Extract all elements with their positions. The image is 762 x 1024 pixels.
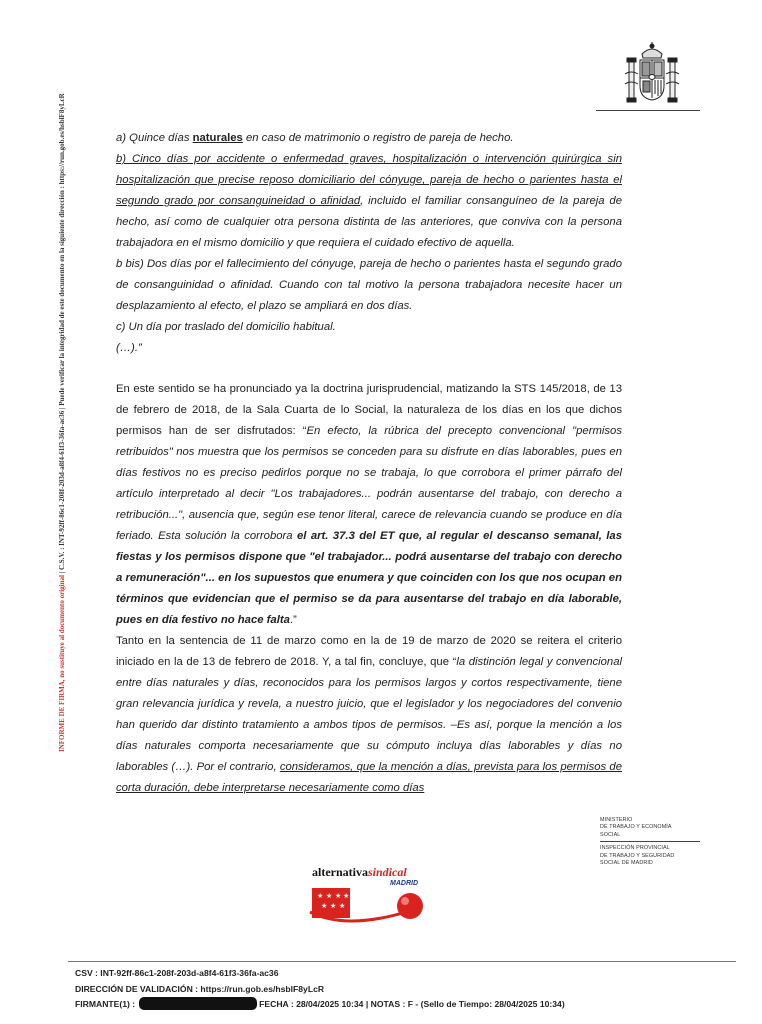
side-note-black: | C.S.V. : INT-92ff-86c1-208f-203d-a8f4-61f3-36fa-ac36 | Puede verificar la integridad de este documento en la siguiente dirección : https://run.gob.es/hsblF8yLcR	[58, 93, 66, 576]
coat-of-arms-icon	[622, 40, 682, 108]
paragraph-b-bis: b bis) Dos días por el fallecimiento del cónyuge, pareja de hecho o parientes hasta el segundo grado de consanguinidad o afinidad. Cuando con tal motivo la persona trabajadora necesite hacer un desplazamiento al efecto, el plazo se ampliará en dos días.	[116, 258, 622, 312]
paragraph-b: b) Cinco días por accidente o enfermedad graves, hospitalización o intervención quirúrgica sin hospitalización que precise reposo domiciliario del cónyuge, pareja de hecho o parientes hasta el segundo grado por consanguineidad o afinidad, incluido el familiar consanguíneo de la pareja de hecho, así como de cualquier otra persona distinta de las anteriores, que conviva con la persona trabajadora en el mismo domicilio y que requiera el cuidado efectivo de aquella.	[116, 153, 622, 249]
paragraph-ellipsis: (…).”	[116, 342, 142, 354]
logo-sub: MADRID	[390, 880, 418, 887]
footer-signer: FIRMANTE(1) : FECHA : 28/04/2025 10:34 | NOTAS : F - (Sello de Tiempo: 28/04/2025 10:34)	[75, 999, 565, 1009]
logo-word-black: alternativa	[312, 865, 368, 879]
svg-text:★: ★	[330, 903, 337, 910]
svg-text:★: ★	[317, 893, 324, 900]
paragraph-doctrine: En este sentido se ha pronunciado ya la doctrina jurisprudencial, matizando la STS 145/2018, de 13 de febrero de 2018, de la Sala Cuarta de lo Social, la naturaleza de los días en los que dichos permisos han de ser disfrutados: “En efecto, la rúbrica del precepto convencional "permisos retribuidos" nos muestra que los permisos se conceden para su disfrute en días laborables, pues en días festivos no es preciso pedirlos porque no se trabaja, lo que corrobora el primer párrafo del artículo interpretado al decir "Los trabajadores... podrán ausentarse del trabajo, con derecho a retribución...", ausencia que, según ese tenor literal, carece de relevancia cuando se produce en día feriado. Esta solución la corrobora el art. 37.3 del ET que, al regular el descanso semanal, las fiestas y los permisos dispone que "el trabajador... podrá ausentarse del trabajo con derecho a remuneración"... en los supuestos que enumera y que coinciden con los que nos ocupan en términos que evidencian que el permiso se da para ausentarse del trabajo en día laborable, pues en día festivo no hace falta.”	[116, 383, 622, 626]
svg-text:★: ★	[339, 903, 346, 910]
side-note-red: INFORME DE FIRMA, no sustituye al documento original	[58, 575, 66, 752]
alternativa-sindical-logo	[306, 862, 434, 930]
document-body	[116, 128, 622, 799]
footer-rule	[68, 961, 736, 962]
signature-footer	[75, 966, 565, 1013]
paragraph-c: c) Un día por traslado del domicilio habitual.	[116, 321, 336, 333]
svg-text:★: ★	[335, 893, 342, 900]
logo-ball-icon	[397, 893, 423, 919]
logo-word-red: sindical	[368, 865, 407, 879]
svg-text:★: ★	[321, 903, 328, 910]
footer-validation: DIRECCIÓN DE VALIDACIÓN : https://run.gob.es/hsblF8yLcR	[75, 983, 325, 994]
svg-text:★: ★	[326, 893, 333, 900]
header-rule	[596, 110, 700, 111]
paragraph-sentences: Tanto en la sentencia de 11 de marzo como en la de 19 de marzo de 2020 se reitera el criterio iniciado en la de 13 de febrero de 2018. Y, a tal fin, concluye, que “la distinción legal y convencional entre días naturales y días, reconocidos para los permisos largos y cortos respectivamente, tiene gran relevancia jurídica y revela, a nuestro juicio, que el legislador y los negociadores del convenio han querido dar distinto tratamiento a ambos tipos de permisos. –Es así, porque la mención a los días naturales comporta necesariamente que su cómputo incluya días laborables y días no laborables (…). Por el contrario, consideramos, que la mención a días, prevista para los permisos de corta duración, debe interpretarse necesariamente como días	[116, 635, 622, 794]
svg-text:★: ★	[343, 893, 350, 900]
paragraph-a: a) Quince días naturales en caso de matrimonio o registro de pareja de hecho.	[116, 132, 514, 144]
footer-csv: CSV : INT-92ff-86c1-208f-203d-a8f4-61f3-36fa-ac36	[75, 968, 279, 978]
redaction-block	[139, 997, 257, 1010]
ministry-block: MINISTERIO DE TRABAJO Y ECONOMÍA SOCIAL INSPECCIÓN PROVINCIAL DE TRABAJO Y SEGURIDAD SOCIAL DE MADRID	[600, 817, 700, 867]
side-verification-note	[58, 72, 72, 752]
